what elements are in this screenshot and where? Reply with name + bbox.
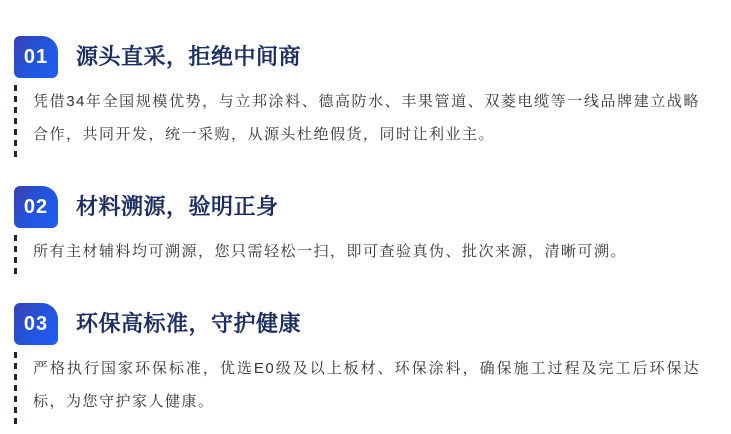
feature-item-body <box>14 235 700 279</box>
item-description: 严格执行国家环保标准，优选E0级及以上板材、环保涂料，确保施工过程及完工后环保达标，为您守护家人健康。 <box>33 360 700 410</box>
item-title: 材料溯源，验明正身 <box>76 193 279 219</box>
item-description: 凭借34年全国规模优势，与立邦涂料、德高防水、丰果管道、双菱电缆等一线品牌建立战略合作，共同开发，统一采购，从源头杜绝假货，同时让利业主。 <box>33 93 700 143</box>
feature-item-1 <box>14 36 700 162</box>
item-title: 环保高标准，守护健康 <box>76 310 302 336</box>
item-number-badge: 02 <box>14 186 58 228</box>
item-title: 源头直采，拒绝中间商 <box>76 43 302 69</box>
item-number-badge: 01 <box>14 36 58 78</box>
feature-item-3 <box>14 303 700 429</box>
item-description: 所有主材辅料均可溯源，您只需轻松一扫，即可查验真伪、批次来源，清晰可溯。 <box>33 243 628 260</box>
feature-item-2 <box>14 186 700 279</box>
item-number-badge: 03 <box>14 303 58 345</box>
feature-item-header <box>14 303 700 345</box>
dashed-line-decoration <box>14 235 17 279</box>
feature-item-header <box>14 186 700 228</box>
feature-item-header <box>14 36 700 78</box>
feature-item-body <box>14 352 700 429</box>
feature-item-body <box>14 85 700 162</box>
dashed-line-decoration <box>14 85 17 162</box>
dashed-line-decoration <box>14 352 17 429</box>
